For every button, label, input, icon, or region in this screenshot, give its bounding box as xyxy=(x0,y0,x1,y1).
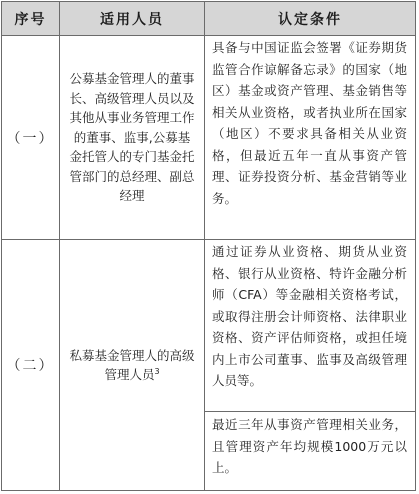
applicable-person-text: 私募基金管理人的高级管理人员 xyxy=(69,347,195,382)
condition-text: 最近三年从事资产管理相关业务，且管理资产年均规模1000万元以上。 xyxy=(212,417,407,475)
qualification-table xyxy=(1,1,416,491)
applicable-person xyxy=(60,240,204,490)
row-number: （一） xyxy=(6,130,55,147)
header-conditions: 认定条件 xyxy=(205,2,415,35)
footnote-marker: 3 xyxy=(154,366,160,376)
applicable-person-text: 公募基金管理人的董事长、高级管理人员以及其他从事业务管理工作的董事、监事,公募基金托管人的专门基金托管部门的总经理、副总经理 xyxy=(69,71,195,204)
condition-text: 通过证券从业资格、期货从业资格、银行从业资格、特许金融分析师（CFA）等金融相关资格考试，或取得注册会计师资格、法律职业资格、资产评估师资格，或担任境内上市公司董事、监事及高级管理人员等。 xyxy=(212,244,407,388)
header-applicable-persons: 适用人员 xyxy=(60,2,204,35)
header-number: 序号 xyxy=(2,2,59,35)
applicable-person xyxy=(60,36,204,239)
row-number: （二） xyxy=(6,358,55,374)
condition-text: 具备与中国证监会签署《证券期货监管合作谅解备忘录》的国家（地区）基金或资产管理、基金销售等相关从业资格，或者执业所在国家（地区）不要求具备相关从业资格，但最近五年一直从事资产管理、证券投资分析、基金营销等业务。 xyxy=(212,40,407,206)
